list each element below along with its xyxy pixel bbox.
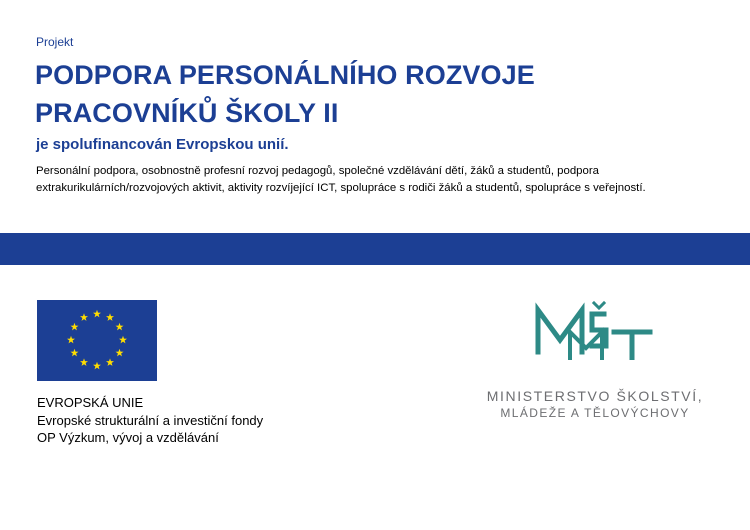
blue-band	[0, 233, 750, 265]
msmt-text-block	[470, 388, 720, 422]
project-label: Projekt	[36, 35, 74, 49]
project-title-line2: PRACOVNÍKŮ ŠKOLY II	[35, 98, 339, 128]
cofinancing-statement: je spolufinancován Evropskou unií.	[36, 136, 289, 153]
eu-text-block	[37, 394, 263, 447]
project-title-line1: PODPORA PERSONÁLNÍHO ROZVOJE	[35, 60, 535, 90]
msmt-name-line2: MLÁDEŽE A TĚLOVÝCHOVY	[500, 406, 690, 420]
eu-programme-label: OP Výzkum, vývoj a vzdělávání	[37, 430, 219, 445]
project-title	[35, 56, 735, 132]
msmt-name-line1: MINISTERSTVO ŠKOLSTVÍ,	[486, 388, 704, 404]
project-description: Personální podpora, osobnostně profesní rozvoj pedagogů, společné vzdělávání dětí, žáků a studentů, podpora extrakurikulárních/rozvojových aktivit, aktivity rozvíjející ICT, spolupráce s rodiči žáků a studentů, spolupráce s veřejností.	[36, 165, 646, 194]
eu-funds-label: Evropské strukturální a investiční fondy	[37, 412, 264, 428]
eu-flag-icon	[37, 300, 157, 381]
eu-union-label: EVROPSKÁ UNIE	[37, 395, 144, 410]
msmt-logo-icon	[530, 300, 660, 360]
